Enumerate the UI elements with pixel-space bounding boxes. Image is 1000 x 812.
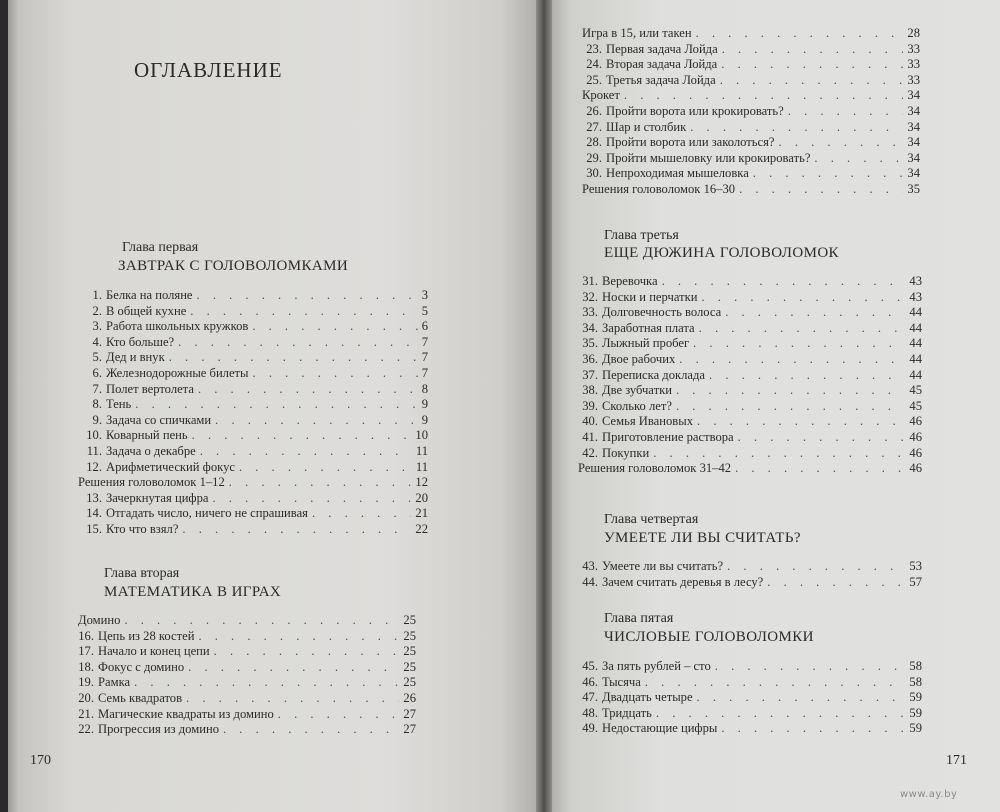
entry-number: 37. — [582, 367, 598, 382]
entry-title: Рамка — [98, 675, 131, 690]
entry-page: 25 — [403, 613, 416, 627]
entry-number: 25. — [586, 72, 602, 87]
toc-entry — [78, 444, 428, 460]
entry-title: Переписка доклада — [602, 367, 706, 382]
toc-entry — [78, 707, 416, 723]
leader-dots — [252, 319, 417, 335]
entry-page: 27 — [403, 706, 416, 721]
leader-dots — [814, 151, 903, 167]
toc-entry — [578, 675, 922, 691]
entry-page: 7 — [421, 365, 428, 380]
entry-title: Решения головоломок 16–30 — [582, 181, 736, 196]
entry-number: 6. — [92, 365, 102, 380]
entry-title: Крокет — [582, 88, 620, 103]
entry-page: 11 — [415, 459, 428, 474]
entry-number: 48. — [582, 705, 598, 720]
entry-page: 34 — [907, 135, 920, 150]
entry-title: Белка на поляне — [106, 288, 193, 302]
toc-entry — [578, 430, 922, 446]
entry-title: Пройти мышеловку или крокировать? — [606, 150, 811, 165]
chapter5-entries — [578, 659, 922, 737]
entry-number: 16. — [78, 628, 94, 643]
entry-title: Зачем считать деревья в лесу? — [602, 574, 764, 589]
toc-entry — [578, 659, 922, 675]
entry-number: 34. — [582, 320, 598, 335]
entry-page: 34 — [907, 119, 920, 134]
toc-entry — [78, 491, 428, 507]
leader-dots — [135, 397, 417, 413]
chapter-title: ЗАВТРАК С ГОЛОВОЛОМКАМИ — [118, 258, 349, 274]
entry-number: 30. — [586, 166, 602, 181]
toc-entry — [578, 690, 922, 706]
entry-title: Непроходимая мышеловка — [606, 166, 749, 181]
toc-entry — [578, 414, 922, 430]
entry-number: 40. — [582, 414, 598, 429]
entry-number: 32. — [582, 289, 598, 304]
leader-dots — [169, 350, 418, 366]
entry-title: Отгадать число, ничего не спрашивая — [106, 506, 308, 521]
chapter-label: Глава третья — [604, 228, 679, 243]
toc-entry — [578, 383, 922, 399]
leader-dots — [779, 135, 904, 151]
toc-entry — [582, 57, 920, 73]
entry-title: Веревочка — [602, 274, 658, 288]
entry-page: 27 — [403, 722, 416, 737]
chapter3-entries — [578, 274, 922, 477]
entry-title: Две зубчатки — [602, 383, 672, 398]
chapter-label: Глава вторая — [104, 566, 180, 581]
toc-entry — [578, 305, 922, 321]
entry-page: 12 — [415, 475, 428, 490]
entry-page: 35 — [907, 181, 920, 196]
entry-title: Шар и столбик — [606, 119, 687, 134]
entry-title: Долговечность волоса — [602, 305, 722, 320]
toc-entry — [78, 522, 428, 538]
toc-entry — [582, 151, 920, 167]
toc-heading: ОГЛАВЛЕНИЕ — [134, 58, 283, 82]
entry-title: Домино — [78, 613, 121, 627]
leader-dots — [197, 288, 418, 304]
toc-entry — [578, 461, 922, 477]
entry-number: 38. — [582, 383, 598, 398]
chapter-title: МАТЕМАТИКА В ИГРАХ — [104, 584, 282, 600]
toc-entry — [578, 352, 922, 368]
toc-entry — [582, 104, 920, 120]
leader-dots — [192, 428, 412, 444]
entry-number: 22. — [78, 722, 94, 737]
entry-page: 33 — [907, 41, 920, 56]
entry-page: 46 — [909, 414, 922, 429]
entry-title: Решения головоломок 31–42 — [578, 461, 732, 476]
leader-dots — [223, 722, 399, 738]
toc-entry — [78, 366, 428, 382]
entry-page: 21 — [415, 506, 428, 521]
entry-page: 46 — [909, 429, 922, 444]
leader-dots — [679, 352, 905, 368]
entry-title: Прогрессия из домино — [98, 722, 219, 737]
entry-number: 8. — [92, 397, 102, 412]
toc-entry — [582, 135, 920, 151]
toc-entry — [78, 506, 428, 522]
entry-page: 43 — [909, 274, 922, 288]
toc-entry — [78, 397, 428, 413]
leader-dots — [721, 721, 905, 737]
entry-page: 10 — [415, 428, 428, 443]
toc-entry — [578, 290, 922, 306]
entry-number: 45. — [582, 659, 598, 673]
entry-number: 26. — [586, 103, 602, 118]
page-number-left: 170 — [30, 753, 51, 768]
entry-title: Полет вертолета — [106, 381, 194, 396]
entry-title: Начало и конец цепи — [98, 644, 210, 659]
entry-title: Решения головоломок 1–12 — [78, 475, 225, 490]
entry-title: Тридцать — [602, 705, 652, 720]
entry-page: 20 — [415, 490, 428, 505]
entry-title: Дед и внук — [106, 350, 165, 365]
entry-page: 57 — [909, 574, 922, 589]
entry-number: 17. — [78, 644, 94, 659]
entry-number: 27. — [586, 119, 602, 134]
leader-dots — [662, 274, 906, 290]
entry-title: Недостающие цифры — [602, 721, 718, 736]
entry-page: 25 — [403, 644, 416, 659]
entry-number: 2. — [92, 303, 102, 318]
entry-page: 33 — [907, 57, 920, 72]
toc-entry — [78, 722, 416, 738]
entry-page: 28 — [907, 26, 920, 40]
leader-dots — [690, 120, 903, 136]
entry-title: Коварный пень — [106, 428, 188, 443]
toc-entry — [582, 166, 920, 182]
toc-entry — [78, 335, 428, 351]
entry-number: 33. — [582, 305, 598, 320]
leader-dots — [753, 166, 904, 182]
entry-page: 58 — [909, 674, 922, 689]
entry-number: 35. — [582, 336, 598, 351]
leader-dots — [653, 446, 905, 462]
entry-number: 1. — [92, 288, 102, 302]
toc-entry — [78, 428, 428, 444]
leader-dots — [278, 707, 400, 723]
entry-title: Двое рабочих — [602, 351, 676, 366]
entry-page: 46 — [909, 461, 922, 476]
entry-number: 7. — [92, 381, 102, 396]
leader-dots — [215, 413, 418, 429]
toc-entry — [578, 321, 922, 337]
entry-number: 39. — [582, 398, 598, 413]
entry-number: 44. — [582, 574, 598, 589]
toc-entry — [582, 120, 920, 136]
leader-dots — [676, 383, 905, 399]
toc-entry — [578, 706, 922, 722]
entry-title: Умеете ли вы считать? — [602, 559, 724, 573]
toc-entry — [78, 350, 428, 366]
entry-page: 58 — [909, 659, 922, 673]
entry-page: 53 — [909, 559, 922, 573]
leader-dots — [198, 629, 399, 645]
entry-title: Задача о декабре — [106, 443, 196, 458]
entry-title: Заработная плата — [602, 320, 695, 335]
chapter-label: Глава первая — [122, 240, 199, 255]
entry-page: 45 — [909, 398, 922, 413]
entry-page: 8 — [421, 381, 428, 396]
entry-page: 45 — [909, 383, 922, 398]
entry-title: Пройти ворота или крокировать? — [606, 103, 784, 118]
toc-entry — [78, 319, 428, 335]
toc-entry — [578, 368, 922, 384]
entry-number: 9. — [92, 412, 102, 427]
entry-title: Лыжный пробег — [602, 336, 690, 351]
leader-dots — [727, 559, 905, 575]
chapter-title: ЕЩЕ ДЮЖИНА ГОЛОВОЛОМОК — [604, 245, 839, 261]
entry-page: 6 — [421, 319, 428, 334]
entry-title: Покупки — [602, 445, 650, 460]
leader-dots — [693, 336, 905, 352]
entry-page: 25 — [403, 628, 416, 643]
leader-dots — [312, 506, 411, 522]
entry-page: 44 — [909, 320, 922, 335]
entry-title: Железнодорожные билеты — [106, 365, 249, 380]
toc-entry — [78, 460, 428, 476]
entry-page: 34 — [907, 150, 920, 165]
chapter-label: Глава четвертая — [604, 512, 699, 527]
leader-dots — [739, 182, 903, 198]
entry-title: Вторая задача Лойда — [606, 57, 718, 72]
entry-number: 24. — [586, 57, 602, 72]
entry-title: Кто что взял? — [106, 521, 179, 536]
leader-dots — [701, 290, 905, 306]
leader-dots — [722, 42, 904, 58]
toc-entry — [78, 644, 416, 660]
entry-page: 9 — [421, 397, 428, 412]
toc-entry — [78, 382, 428, 398]
entry-number: 28. — [586, 135, 602, 150]
toc-entry — [578, 575, 922, 591]
entry-number: 12. — [86, 459, 102, 474]
toc-entry — [78, 660, 416, 676]
entry-title: Магические квадраты из домино — [98, 706, 274, 721]
entry-number: 42. — [582, 445, 598, 460]
entry-number: 20. — [78, 690, 94, 705]
entry-page: 5 — [421, 303, 428, 318]
entry-number: 15. — [86, 521, 102, 536]
leader-dots — [725, 305, 905, 321]
toc-entry — [578, 559, 922, 575]
toc-entry — [78, 613, 416, 629]
leader-dots — [697, 690, 906, 706]
leader-dots — [182, 522, 411, 538]
leader-dots — [767, 575, 905, 591]
entry-page: 26 — [403, 690, 416, 705]
entry-page: 44 — [909, 305, 922, 320]
entry-page: 9 — [421, 412, 428, 427]
entry-number: 13. — [86, 490, 102, 505]
entry-title: Третья задача Лойда — [606, 72, 716, 87]
entry-title: Тень — [106, 397, 132, 412]
page-number-right: 171 — [946, 753, 967, 768]
entry-title: Двадцать четыре — [602, 690, 693, 705]
entry-number: 49. — [582, 721, 598, 736]
leader-dots — [190, 304, 417, 320]
leader-dots — [696, 26, 904, 42]
entry-page: 7 — [421, 334, 428, 349]
entry-number: 41. — [582, 429, 598, 444]
leader-dots — [229, 475, 412, 491]
chapter-title: ЧИСЛОВЫЕ ГОЛОВОЛОМКИ — [604, 629, 814, 645]
entry-number: 3. — [92, 319, 102, 334]
entry-page: 7 — [421, 350, 428, 365]
leader-dots — [198, 382, 418, 398]
chapter1-entries — [78, 288, 428, 538]
entry-number: 47. — [582, 690, 598, 705]
entry-number: 31. — [582, 274, 598, 288]
entry-page: 25 — [403, 675, 416, 690]
leader-dots — [676, 399, 905, 415]
toc-entry — [582, 88, 920, 104]
toc-entry — [78, 675, 416, 691]
entry-number: 14. — [86, 506, 102, 521]
entry-page: 25 — [403, 659, 416, 674]
entry-number: 5. — [92, 350, 102, 365]
leader-dots — [645, 675, 906, 691]
entry-title: Игра в 15, или такен — [582, 26, 692, 40]
entry-title: Арифметический фокус — [106, 459, 235, 474]
leader-dots — [178, 335, 418, 351]
entry-number: 18. — [78, 659, 94, 674]
entry-page: 44 — [909, 336, 922, 351]
toc-entry — [578, 336, 922, 352]
toc-entry — [578, 721, 922, 737]
entry-number: 46. — [582, 674, 598, 689]
entry-title: Семья Ивановых — [602, 414, 694, 429]
entry-title: Работа школьных кружков — [106, 319, 249, 334]
toc-entry — [78, 413, 428, 429]
leader-dots — [735, 461, 905, 477]
entry-title: За пять рублей – сто — [602, 659, 711, 673]
leader-dots — [738, 430, 906, 446]
leader-dots — [253, 366, 418, 382]
leader-dots — [624, 88, 904, 104]
toc-entry — [78, 629, 416, 645]
toc-entry — [582, 182, 920, 198]
entry-title: Первая задача Лойда — [606, 41, 718, 56]
leader-dots — [188, 660, 399, 676]
entry-title: Приготовление раствора — [602, 429, 734, 444]
entry-page: 34 — [907, 166, 920, 181]
entry-page: 3 — [421, 288, 428, 302]
toc-entry — [582, 42, 920, 58]
leader-dots — [214, 644, 400, 660]
entry-number: 36. — [582, 351, 598, 366]
entry-page: 11 — [415, 443, 428, 458]
watermark: www.ay.by — [900, 789, 958, 800]
entry-number: 4. — [92, 334, 102, 349]
entry-page: 22 — [415, 521, 428, 536]
toc-entry — [582, 26, 920, 42]
leader-dots — [697, 414, 905, 430]
entry-title: Зачеркнутая цифра — [106, 490, 209, 505]
entry-number: 21. — [78, 706, 94, 721]
toc-entry — [578, 446, 922, 462]
entry-page: 59 — [909, 690, 922, 705]
entry-title: Цепь из 28 костей — [98, 628, 195, 643]
entry-page: 59 — [909, 721, 922, 736]
toc-entry — [582, 73, 920, 89]
leader-dots — [788, 104, 904, 120]
chapter2-entries — [78, 613, 416, 738]
leader-dots — [699, 321, 906, 337]
entry-title: Носки и перчатки — [602, 289, 698, 304]
leader-dots — [709, 368, 905, 384]
entry-page: 44 — [909, 351, 922, 366]
leader-dots — [239, 460, 412, 476]
continued-entries — [582, 26, 920, 198]
toc-entry — [78, 288, 428, 304]
leader-dots — [715, 659, 906, 675]
entry-title: Пройти ворота или заколоться? — [606, 135, 775, 150]
entry-page: 59 — [909, 705, 922, 720]
leader-dots — [134, 675, 399, 691]
entry-title: Семь квадратов — [98, 690, 183, 705]
entry-title: Сколько лет? — [602, 398, 672, 413]
toc-entry — [578, 399, 922, 415]
leader-dots — [212, 491, 411, 507]
entry-page: 46 — [909, 445, 922, 460]
entry-title: В общей кухне — [106, 303, 187, 318]
entry-page: 34 — [907, 88, 920, 103]
entry-number: 29. — [586, 150, 602, 165]
toc-entry — [78, 304, 428, 320]
leader-dots — [656, 706, 905, 722]
entry-title: Задача со спичками — [106, 412, 212, 427]
leader-dots — [124, 613, 399, 629]
toc-entry — [78, 691, 416, 707]
chapter-label: Глава пятая — [604, 611, 674, 626]
toc-entry — [78, 475, 428, 491]
entry-title: Тысяча — [602, 674, 641, 689]
chapter-title: УМЕЕТЕ ЛИ ВЫ СЧИТАТЬ? — [604, 530, 801, 546]
entry-number: 23. — [586, 41, 602, 56]
entry-page: 34 — [907, 103, 920, 118]
book-gutter — [536, 0, 552, 812]
chapter4-entries — [578, 559, 922, 590]
entry-number: 43. — [582, 559, 598, 573]
entry-page: 44 — [909, 367, 922, 382]
entry-title: Фокус с домино — [98, 659, 185, 674]
entry-page: 43 — [909, 289, 922, 304]
leader-dots — [186, 691, 399, 707]
leader-dots — [200, 444, 412, 460]
entry-number: 19. — [78, 675, 94, 690]
leader-dots — [721, 57, 903, 73]
entry-number: 11. — [86, 443, 102, 458]
entry-number: 10. — [86, 428, 102, 443]
toc-entry — [578, 274, 922, 290]
entry-page: 33 — [907, 72, 920, 87]
leader-dots — [720, 73, 904, 89]
entry-title: Кто больше? — [106, 334, 175, 349]
